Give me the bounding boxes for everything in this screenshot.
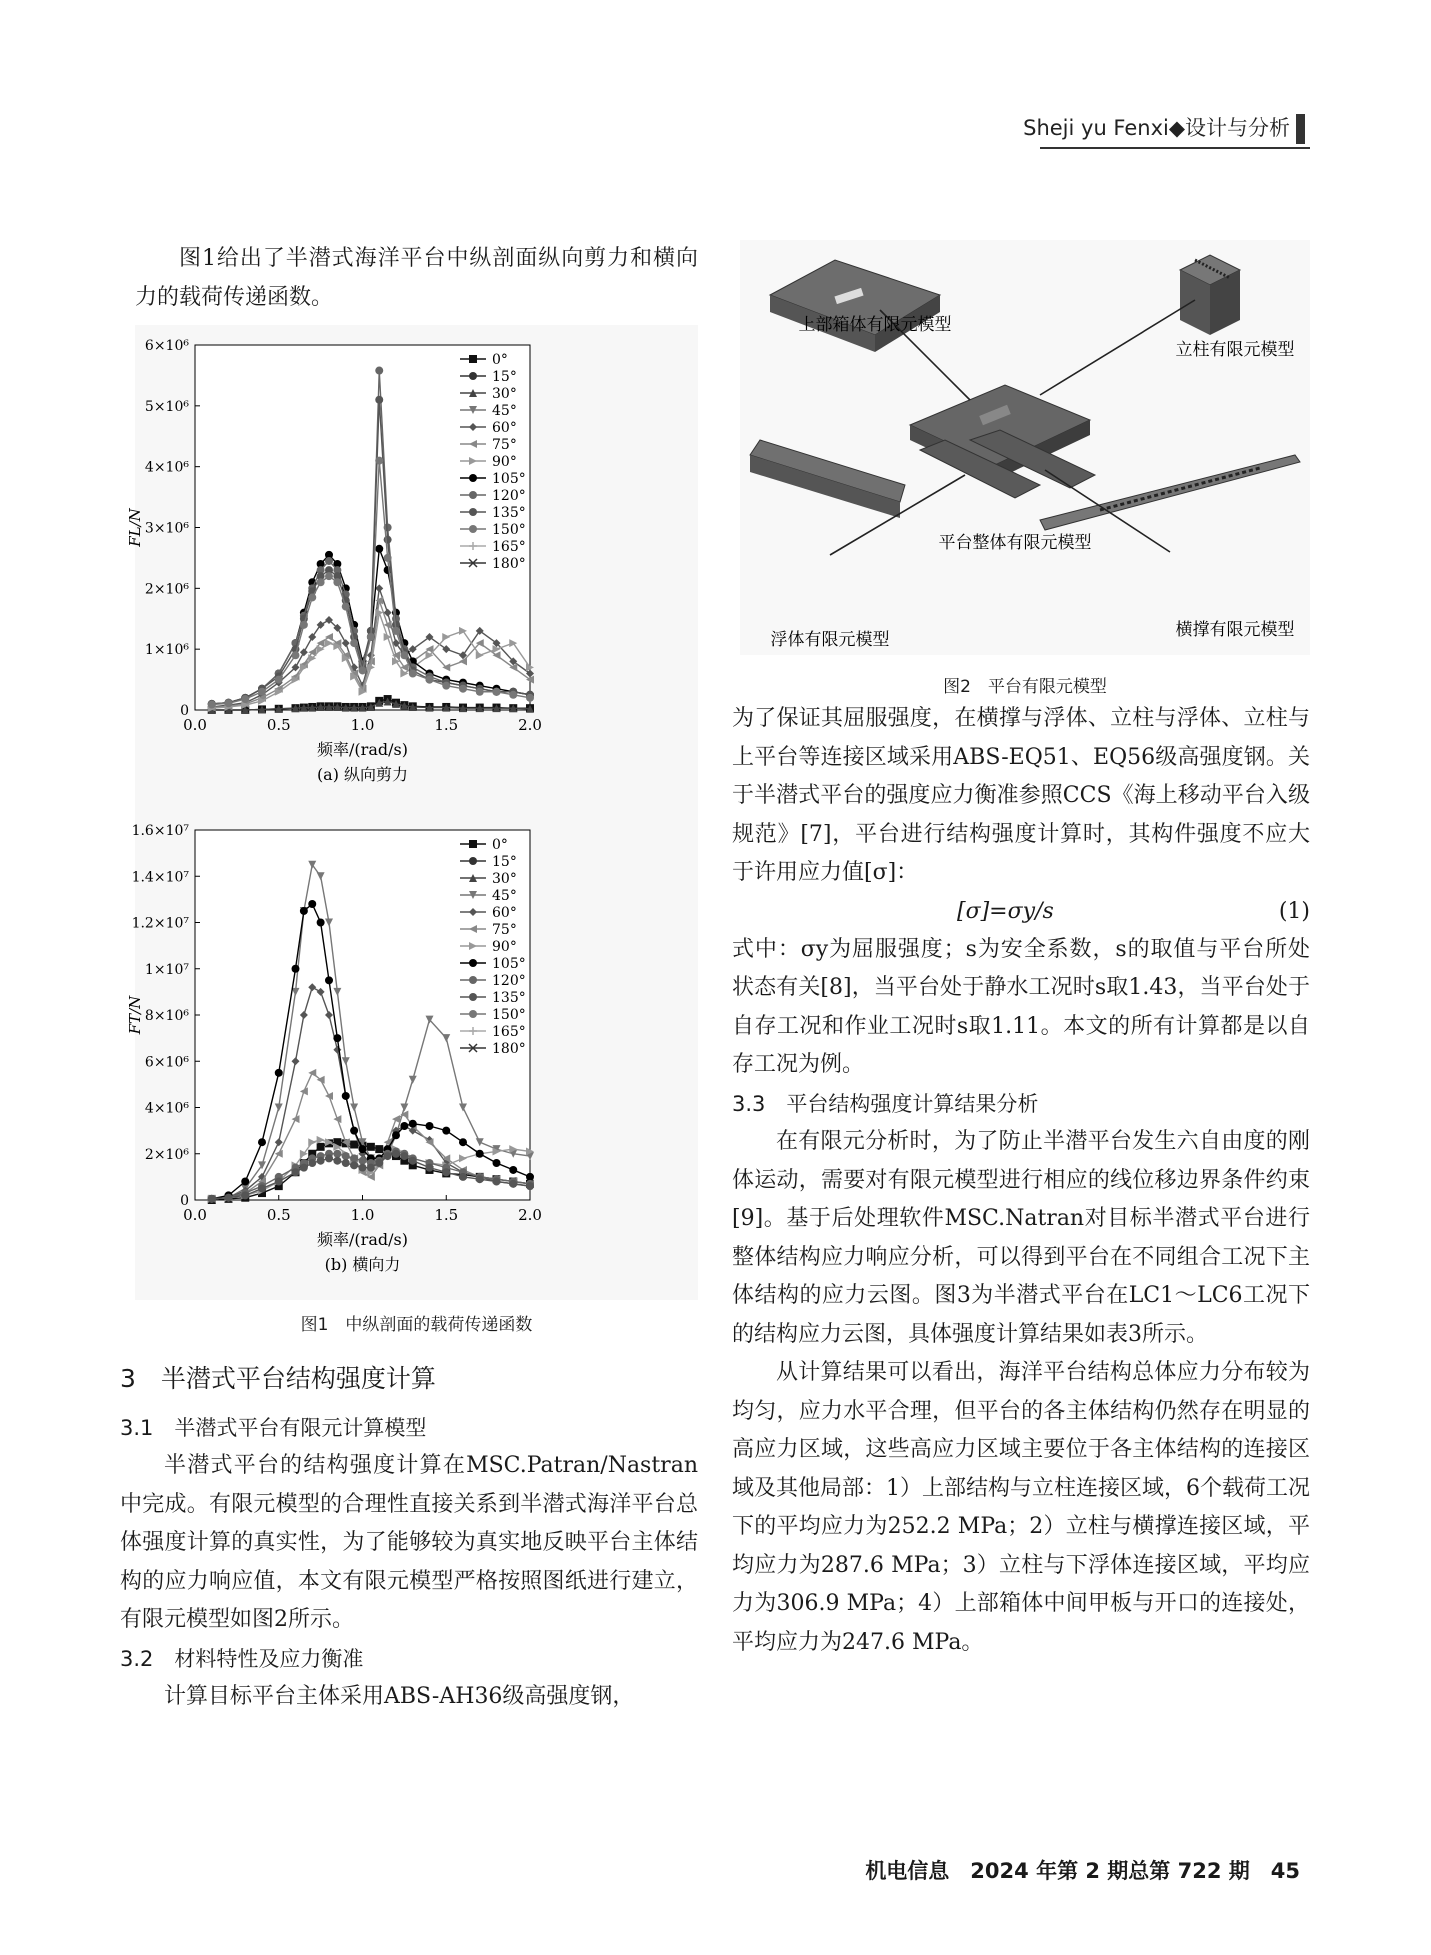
- legend-label: 15°: [492, 369, 517, 385]
- header-bar: [1296, 114, 1305, 144]
- para-r4: 从计算结果可以看出，海洋平台结构总体应力分布较为均匀，应力水平合理，但平台的各主体结构仍然存在明显的高应力区域，这些高应力区域主要位于各主体结构的连接区域及其他局部：1）上部结构与立柱连接区域，6个载荷工况下的平均应力为252.2 MPa；2）立柱与横撑连接区域，平均应力为287.6 MPa；3）立柱与下浮体连接区域，平均应力为306.9 MPa；4）上部箱体中间甲板与开口的连接处，平均应力为247.6 MPa。: [732, 1360, 1310, 1655]
- data-point: [317, 1143, 325, 1151]
- data-point: [459, 1173, 467, 1181]
- data-point: [442, 1168, 450, 1176]
- data-point: [476, 1150, 484, 1158]
- equation-number: (1): [1278, 898, 1310, 924]
- legend-marker: [469, 474, 477, 482]
- data-point: [509, 691, 517, 699]
- legend-marker: [469, 372, 477, 380]
- data-point: [375, 545, 383, 553]
- data-point: [375, 1159, 383, 1167]
- intro-paragraph: 图1给出了半潜式海洋平台中纵剖面纵向剪力和横向力的载荷传递函数。: [135, 246, 698, 310]
- data-point: [350, 1161, 358, 1169]
- data-point: [208, 701, 216, 709]
- legend-marker: [469, 959, 477, 967]
- legend-label: 105°: [492, 956, 526, 972]
- right-column-text: [732, 700, 1310, 1662]
- subcaption: (b) 横向力: [324, 1255, 401, 1274]
- data-point: [509, 1180, 517, 1188]
- y-tick-label: 8×10⁶: [144, 1008, 189, 1024]
- legend-marker: [469, 491, 477, 499]
- header-rule: [1040, 147, 1310, 149]
- legend-marker: [469, 355, 477, 363]
- data-point: [325, 976, 333, 984]
- legend-marker: [469, 993, 477, 1001]
- y-tick-label: 1×10⁶: [144, 642, 189, 659]
- x-tick-label: 0.5: [266, 1206, 291, 1224]
- data-point: [426, 676, 434, 684]
- data-point: [350, 1154, 358, 1162]
- y-axis-label: FT/N: [126, 995, 144, 1035]
- data-point: [409, 1120, 417, 1128]
- data-point: [292, 965, 300, 973]
- x-tick-label: 0.0: [183, 1206, 207, 1224]
- column-model: [1180, 255, 1240, 335]
- data-point: [426, 1164, 434, 1172]
- data-point: [300, 621, 308, 629]
- whole-platform-model: [910, 385, 1095, 498]
- upper-box-model: [770, 260, 940, 352]
- legend-label: 135°: [492, 505, 526, 521]
- y-tick-label: 1.4×10⁷: [131, 869, 189, 886]
- figure1-caption: 图1 中纵剖面的载荷传递函数: [300, 1315, 533, 1335]
- data-point: [493, 1159, 501, 1167]
- x-tick-label: 1.5: [434, 1206, 459, 1224]
- y-tick-label: 6×10⁶: [144, 1054, 189, 1071]
- equation: [σ]=σy/s: [957, 898, 1054, 924]
- figure2-caption: 图2 平台有限元模型: [943, 677, 1107, 697]
- section31-title: 3.1 半潜式平台有限元计算模型: [120, 1415, 427, 1440]
- pontoon-model: [750, 440, 905, 518]
- data-point: [342, 1092, 350, 1100]
- section32-title: 3.2 材料特性及应力衡准: [120, 1646, 364, 1671]
- data-point: [317, 578, 325, 586]
- para-r1: 为了保证其屈服强度，在横撑与浮体、立柱与浮体、立柱与上平台等连接区域采用ABS-EQ51、EQ56级高强度钢。关于半潜式平台的强度应力衡准参照CCS《海上移动平台入级规范》[7]，平台进行结构强度计算时，其构件强度不应大于许用应力值[σ]：: [732, 706, 1310, 885]
- data-point: [317, 919, 325, 927]
- data-point: [325, 572, 333, 580]
- data-point: [292, 651, 300, 659]
- y-tick-label: 0: [180, 1193, 189, 1209]
- data-point: [392, 627, 400, 635]
- figure2-drawing: [740, 240, 1310, 655]
- y-tick-label: 6×10⁶: [144, 338, 189, 354]
- data-point: [333, 1034, 341, 1042]
- legend-label: 75°: [492, 437, 517, 453]
- data-point: [442, 682, 450, 690]
- legend-label: 165°: [492, 539, 526, 555]
- legend-label: 180°: [492, 1041, 526, 1057]
- x-tick-label: 0.5: [266, 716, 291, 734]
- data-point: [275, 1069, 283, 1077]
- data-point: [208, 1195, 216, 1203]
- legend-label: 0°: [492, 352, 508, 368]
- y-tick-label: 1.2×10⁷: [131, 915, 189, 932]
- data-point: [333, 1150, 341, 1158]
- para-r2: 式中：σy为屈服强度；s为安全系数，s的取值与平台所处状态有关[8]，当平台处于静水工况时s取1.43，当平台处于自存工况和作业工况时s取1.11。本文的所有计算都是以自存工况为例。: [732, 936, 1310, 1077]
- data-point: [275, 1178, 283, 1186]
- data-point: [426, 1122, 434, 1130]
- legend-label: 90°: [492, 939, 517, 955]
- x-axis-label: 频率/(rad/s): [317, 740, 408, 759]
- data-point: [241, 695, 249, 703]
- y-tick-label: 4×10⁶: [144, 459, 189, 476]
- data-point: [409, 670, 417, 678]
- legend-label: 60°: [492, 420, 517, 436]
- data-point: [325, 1154, 333, 1162]
- data-point: [375, 457, 383, 465]
- data-point: [375, 1145, 383, 1153]
- data-point: [493, 1178, 501, 1186]
- y-tick-label: 5×10⁶: [144, 398, 189, 415]
- running-header: [0, 112, 1305, 144]
- data-point: [359, 1164, 367, 1172]
- data-point: [400, 651, 408, 659]
- legend-label: 150°: [492, 1007, 526, 1023]
- label-brace: 横撑有限元模型: [1175, 620, 1295, 640]
- x-tick-label: 1.0: [350, 716, 375, 734]
- label-pontoon: 浮体有限元模型: [770, 630, 890, 650]
- legend-label: 60°: [492, 905, 517, 921]
- section33-title: 3.3 平台结构强度计算结果分析: [732, 1091, 1039, 1116]
- data-point: [367, 1143, 375, 1151]
- data-point: [317, 1157, 325, 1165]
- left-column-text: [120, 1355, 698, 1717]
- data-point: [258, 688, 266, 696]
- legend-marker: [469, 508, 477, 516]
- data-point: [359, 1157, 367, 1165]
- data-point: [359, 1145, 367, 1153]
- data-point: [308, 1159, 316, 1167]
- legend-label: 45°: [492, 403, 517, 419]
- x-tick-label: 2.0: [518, 716, 542, 734]
- x-axis-label: 频率/(rad/s): [317, 1230, 408, 1249]
- label-whole: 平台整体有限元模型: [938, 533, 1092, 553]
- data-point: [350, 1141, 358, 1149]
- y-tick-label: 2×10⁶: [144, 1146, 189, 1163]
- data-point: [384, 1152, 392, 1160]
- para-32: 计算目标平台主体采用ABS-AH36级高强度钢，: [164, 1684, 635, 1709]
- data-point: [292, 1168, 300, 1176]
- y-tick-label: 1×10⁷: [144, 961, 189, 978]
- data-point: [526, 1182, 534, 1190]
- data-point: [375, 367, 383, 375]
- legend-marker: [469, 1010, 477, 1018]
- figure2: [740, 240, 1310, 655]
- legend-label: 150°: [492, 522, 526, 538]
- legend-label: 165°: [492, 1024, 526, 1040]
- data-point: [400, 1122, 408, 1130]
- legend-label: 15°: [492, 854, 517, 870]
- y-tick-label: 1.6×10⁷: [131, 823, 189, 839]
- x-tick-label: 0.0: [183, 716, 207, 734]
- data-point: [258, 1184, 266, 1192]
- data-point: [308, 900, 316, 908]
- y-tick-label: 4×10⁶: [144, 1100, 189, 1117]
- data-point: [493, 688, 501, 696]
- data-point: [258, 1138, 266, 1146]
- subcaption: (a) 纵向剪力: [316, 765, 409, 784]
- x-tick-label: 1.0: [350, 1206, 375, 1224]
- data-point: [300, 1164, 308, 1172]
- legend-marker: [469, 525, 477, 533]
- data-point: [375, 396, 383, 404]
- chart-b: [126, 810, 698, 1300]
- legend-label: 135°: [492, 990, 526, 1006]
- legend-label: 0°: [492, 837, 508, 853]
- data-point: [442, 1127, 450, 1135]
- data-point: [384, 554, 392, 562]
- y-tick-label: 0: [180, 703, 189, 719]
- data-point: [275, 676, 283, 684]
- data-point: [409, 1157, 417, 1165]
- data-point: [509, 1166, 517, 1174]
- data-point: [325, 557, 333, 565]
- data-point: [300, 907, 308, 915]
- label-column: 立柱有限元模型: [1175, 340, 1295, 360]
- data-point: [350, 1127, 358, 1135]
- legend-marker: [469, 857, 477, 865]
- x-tick-label: 1.5: [434, 716, 459, 734]
- data-point: [342, 603, 350, 611]
- data-point: [350, 639, 358, 647]
- para-31: 半潜式平台的结构强度计算在MSC.Patran/Nastran中完成。有限元模型的合理性直接关系到半潜式海洋平台总体强度计算的真实性，为了能够较为真实地反映平台主体结构的应力响应值，本文有限元模型严格按照图纸进行建立，有限元模型如图2所示。: [120, 1453, 698, 1632]
- equation-line: [732, 893, 1310, 931]
- running-title: Sheji yu Fenxi◆设计与分析: [1023, 116, 1290, 140]
- data-point: [225, 699, 233, 707]
- data-point: [308, 593, 316, 601]
- legend-label: 45°: [492, 888, 517, 904]
- legend-label: 30°: [492, 386, 517, 402]
- data-point: [333, 578, 341, 586]
- data-point: [241, 1191, 249, 1199]
- footer: 机电信息 2024 年第 2 期总第 722 期 45: [865, 1859, 1300, 1883]
- legend-label: 120°: [492, 973, 526, 989]
- legend-marker: [469, 976, 477, 984]
- label-upper-box: 上部箱体有限元模型: [798, 315, 952, 335]
- data-point: [225, 1194, 233, 1202]
- para-r3: 在有限元分析时，为了防止半潜平台发生六自由度的刚体运动，需要对有限元模型进行相应的线位移边界条件约束[9]。基于后处理软件MSC.Natran对目标半潜式平台进行整体结构应力响应分析，可以得到平台在不同组合工况下主体结构的应力云图。图3为半潜式平台在LC1～LC6工况下的结构应力云图，具体强度计算结果如表3所示。: [732, 1129, 1310, 1347]
- data-point: [333, 1157, 341, 1165]
- y-tick-label: 2×10⁶: [144, 581, 189, 598]
- data-point: [459, 1138, 467, 1146]
- data-point: [526, 694, 534, 702]
- data-point: [241, 1178, 249, 1186]
- y-axis-label: FL/N: [126, 508, 144, 547]
- data-point: [342, 1159, 350, 1167]
- legend-label: 75°: [492, 922, 517, 938]
- legend-label: 30°: [492, 871, 517, 887]
- data-point: [367, 1164, 375, 1172]
- data-point: [526, 1173, 534, 1181]
- legend-marker: [469, 840, 477, 848]
- y-tick-label: 3×10⁶: [144, 520, 189, 537]
- data-point: [459, 685, 467, 693]
- chart-a: [126, 325, 698, 810]
- data-point: [392, 1150, 400, 1158]
- legend-label: 90°: [492, 454, 517, 470]
- x-tick-label: 2.0: [518, 1206, 542, 1224]
- data-point: [342, 1152, 350, 1160]
- data-point: [476, 1175, 484, 1183]
- legend-label: 120°: [492, 488, 526, 504]
- data-point: [400, 1152, 408, 1160]
- data-point: [384, 536, 392, 544]
- data-point: [392, 1131, 400, 1139]
- legend-label: 105°: [492, 471, 526, 487]
- legend-label: 180°: [492, 556, 526, 572]
- figure1: [126, 325, 698, 1300]
- data-point: [476, 688, 484, 696]
- data-point: [367, 633, 375, 641]
- data-point: [359, 666, 367, 674]
- section3-title: 3 半潜式平台结构强度计算: [120, 1364, 436, 1393]
